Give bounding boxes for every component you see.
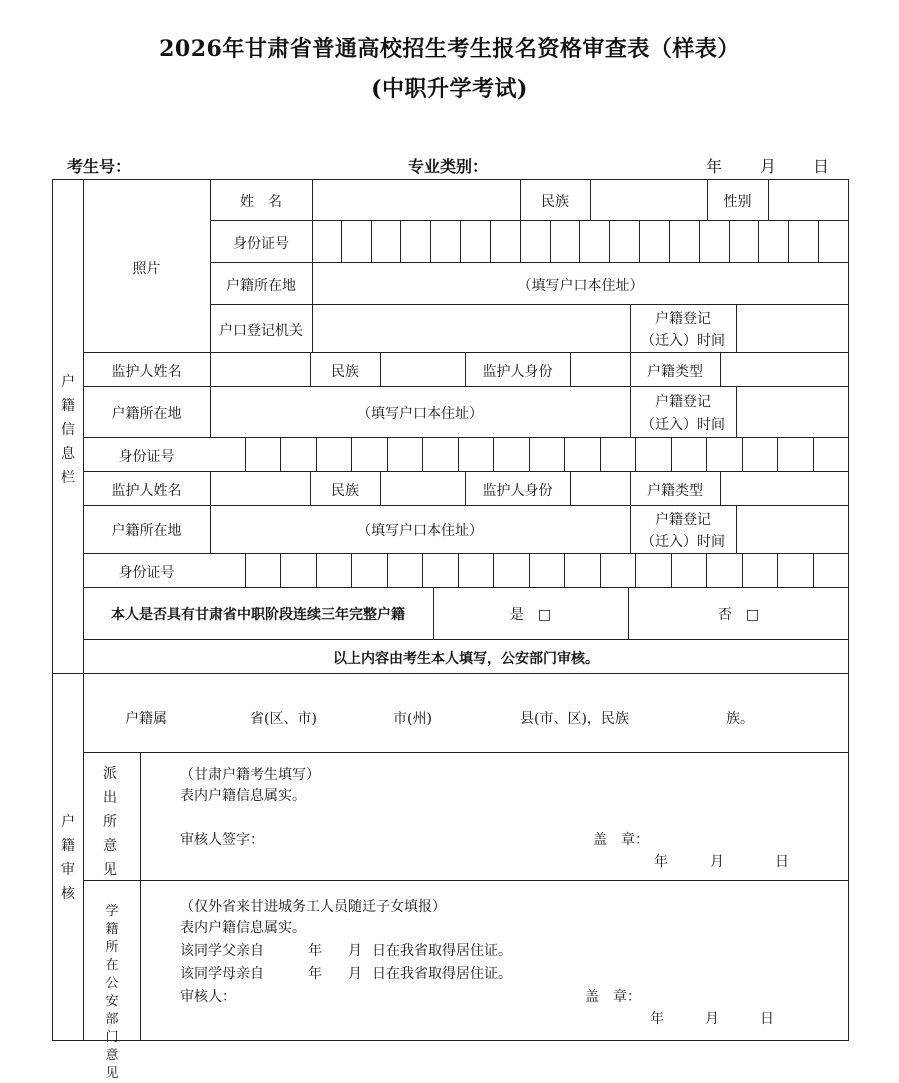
id-digit-cell-16[interactable] [760,221,790,262]
major-category-label: 专业类别： [408,157,489,176]
guardian2-hukou-address-label: 户籍所在地 [111,523,182,539]
guardian2-id-digit-cell-14[interactable] [672,554,708,587]
guardian2-id-digit-cell-10[interactable] [530,554,566,587]
header-day: 日 [813,157,830,176]
registration-office-input[interactable] [313,305,629,352]
id-digit-cell-10[interactable] [581,221,611,262]
guardian2-id-digit-cell-16[interactable] [743,554,779,587]
guardian2-relation-label: 监护人身份 [482,483,553,499]
guardian2-id-digit-cell-3[interactable] [281,554,317,587]
hukou-address-label: 户籍所在地 [226,278,296,294]
id-digit-cell-3[interactable] [372,221,402,262]
guardian2-id-digit-cell-13[interactable] [636,554,672,587]
police-signer-label: 审核人签字： [180,832,264,848]
father-line-b: 年 [308,943,322,959]
guardian1-hukou-type-label: 户籍类型 [647,364,703,380]
guardian2-reg-time-label-1: 户籍登记 [655,512,711,528]
mother-line-b: 年 [308,966,322,982]
guardian2-reg-time-label-2: （迁入）时间 [641,534,725,550]
registration-time-input[interactable] [737,305,848,352]
guardian1-id-digit-cell-16[interactable] [743,438,779,471]
guardian1-reg-time-label-2: （迁入）时间 [641,417,725,433]
guardian1-id-digit-cell-14[interactable] [672,438,708,471]
ethnicity-label: 民族 [541,194,569,210]
hukou-belongs-prefix: 户籍属 [125,711,167,727]
hukou-county: 县(市、区)，民族 [520,711,629,727]
guardian1-id-label: 身份证号 [118,449,175,465]
guardian1-id-digit-cell-8[interactable] [459,438,495,471]
guardian2-name-label: 监护人姓名 [111,483,182,499]
gender-input[interactable] [769,180,848,220]
id-digit-cell-7[interactable] [491,221,521,262]
guardian2-hukou-type-label: 户籍类型 [647,483,703,499]
school-note: （仅外省来甘进城务工人员随迁子女填报） [180,899,446,915]
guardian1-relation-label: 监护人身份 [482,364,553,380]
id-digit-cell-11[interactable] [610,221,640,262]
mother-line-d: 日在我省取得居住证。 [372,966,512,982]
id-digit-cell-15[interactable] [730,221,760,262]
ethnicity-input[interactable] [591,180,706,220]
guardian2-id-label: 身份证号 [118,565,175,581]
guardian1-name-label: 监护人姓名 [111,364,182,380]
guardian2-id-digit-cell-2[interactable] [246,554,282,587]
school-seal-label: 盖 章： [585,989,641,1005]
hukou-city: 市(州) [393,711,432,727]
school-signer-label: 审核人： [180,989,236,1005]
guardian2-id-digit-cell-17[interactable] [778,554,814,587]
header-year: 年 [706,157,723,176]
guardian1-hukou-address-input[interactable]: （填写户口本住址） [357,406,483,422]
guardian1-ethnicity-label: 民族 [331,364,359,380]
mother-line-c: 月 [348,966,362,982]
guardian1-id-digit-cell-1[interactable] [210,438,246,471]
gender-label: 性别 [723,194,752,210]
guardian2-id-digit-cell-9[interactable] [494,554,530,587]
guardian1-id-digit-cell-18[interactable] [814,438,850,471]
id-digit-cell-9[interactable] [551,221,581,262]
registration-time-label-2: （迁入）时间 [641,333,725,349]
guardian2-id-digit-cell-15[interactable] [707,554,743,587]
name-label: 姓 名 [240,194,282,210]
police-date-month: 月 [710,854,724,870]
yes-checkbox[interactable]: 是 □ [509,607,552,623]
registration-office-label: 户口登记机关 [219,323,303,339]
guardian1-id-digit-cell-4[interactable] [317,438,353,471]
hukou-review-side-label: 户 籍 审 核 [61,814,75,902]
id-digit-cell-6[interactable] [461,221,491,262]
id-digit-cell-18[interactable] [819,221,849,262]
guardian1-reg-time-label-1: 户籍登记 [655,394,711,410]
id-digit-cell-12[interactable] [640,221,670,262]
guardian2-ethnicity-label: 民族 [331,483,359,499]
guardian2-hukou-address-input[interactable]: （填写户口本住址） [357,523,483,539]
mother-line-a: 该同学母亲自 [180,966,264,982]
page-title: 2026年甘肃省普通高校招生考生报名资格审查表（样表） [159,36,740,62]
photo-area[interactable]: 照片 [132,261,161,277]
id-digit-cell-13[interactable] [670,221,700,262]
school-text: 表内户籍信息属实。 [180,920,306,936]
school-date-day: 日 [760,1011,774,1027]
id-digit-cell-14[interactable] [700,221,730,262]
guardian2-id-digit-cell-11[interactable] [565,554,601,587]
name-input[interactable] [313,180,519,220]
police-text: 表内户籍信息属实。 [180,788,306,804]
guardian1-id-digit-cell-12[interactable] [601,438,637,471]
guardian2-id-digit-cell-8[interactable] [459,554,495,587]
id-digit-cell-17[interactable] [789,221,819,262]
hukou-address-input[interactable]: （填写户口本住址） [517,278,644,294]
id-digit-cell-2[interactable] [342,221,372,262]
father-line-a: 该同学父亲自 [180,943,264,959]
guardian2-id-digit-cell-18[interactable] [814,554,850,587]
guardian1-id-digit-cell-15[interactable] [707,438,743,471]
guardian2-id-digit-cell-1[interactable] [210,554,246,587]
no-checkbox[interactable]: 否 □ [717,607,760,623]
continuous-hukou-question: 本人是否具有甘肃省中职阶段连续三年完整户籍 [111,607,405,623]
id-digit-cell-4[interactable] [402,221,432,262]
police-date-year: 年 [654,854,668,870]
guardian2-id-digit-cell-7[interactable] [423,554,459,587]
guardian1-id-digit-cell-7[interactable] [423,438,459,471]
registration-time-label-1: 户籍登记 [655,311,711,327]
police-seal-label: 盖 章： [593,832,649,848]
guardian2-id-digit-cell-12[interactable] [601,554,637,587]
hukou-info-side-label: 户 籍 信 息 栏 [61,374,75,486]
fill-note: 以上内容由考生本人填写，公安部门审核。 [333,651,599,667]
police-note: （甘肃户籍考生填写） [180,767,320,783]
guardian1-id-digit-cell-5[interactable] [352,438,388,471]
hukou-nation: 族。 [726,711,754,727]
guardian2-id-digit-cell-4[interactable] [317,554,353,587]
father-line-d: 日在我省取得居住证。 [372,943,512,959]
id-digit-cell-1[interactable] [312,221,342,262]
header-month: 月 [760,157,777,176]
guardian1-id-digit-cell-3[interactable] [281,438,317,471]
guardian2-id-digit-cell-6[interactable] [388,554,424,587]
guardian1-id-digit-cell-13[interactable] [636,438,672,471]
guardian1-id-digit-cell-11[interactable] [565,438,601,471]
guardian1-hukou-address-label: 户籍所在地 [111,406,182,422]
hukou-province: 省(区、市) [250,711,317,727]
school-date-month: 月 [705,1011,719,1027]
id-digit-cell-5[interactable] [431,221,461,262]
school-date-year: 年 [650,1011,664,1027]
guardian1-id-digit-cell-17[interactable] [778,438,814,471]
police-station-opinion-label: 派 出 所 意 见 [103,766,117,878]
school-police-opinion-label: 学 籍 所 在 公 安 部 门 意 见 [105,904,119,1081]
guardian1-id-digit-cell-6[interactable] [388,438,424,471]
id-digit-cell-8[interactable] [521,221,551,262]
guardian2-id-digit-cell-5[interactable] [352,554,388,587]
police-date-day: 日 [775,854,789,870]
guardian1-id-digit-cell-9[interactable] [494,438,530,471]
id-number-label: 身份证号 [233,236,289,252]
page-subtitle: (中职升学考试) [371,76,528,102]
father-line-c: 月 [348,943,362,959]
exam-number-label: 考生号： [67,157,132,176]
guardian1-id-digit-cell-2[interactable] [246,438,282,471]
guardian1-id-digit-cell-10[interactable] [530,438,566,471]
